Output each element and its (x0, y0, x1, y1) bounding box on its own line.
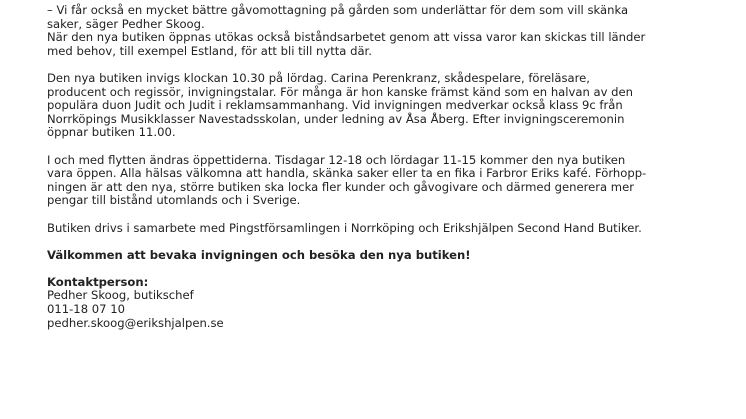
paragraph-aid-work: När den nya butiken öppnas utökas också biståndsarbetet genom att vissa varor kan skickas till länder med behov, till exempel Estland, för att bli till nytta där. (47, 30, 646, 58)
contact-block (47, 276, 647, 330)
contact-phone: 011-18 07 10 (47, 302, 125, 317)
contact-name: Pedher Skoog, butikschef (47, 288, 194, 303)
paragraph-opening-hours: I och med flytten ändras öppettiderna. Tisdagar 12-18 och lördagar 11-15 kommer den nya butiken vara öppen. Alla hälsas välkomna att handla, skänka saker eller ta en fika i Farbror Eriks kafé. Förhopp-ningen är att den nya, större butiken ska locka fler kunder och gåvogivare och därmed generera mer pengar till bistånd utomlands och i Sverige. (47, 152, 647, 208)
press-release-body (47, 4, 647, 330)
paragraph-inauguration: Den nya butiken invigs klockan 10.30 på lördag. Carina Perenkranz, skådespelare, föreläsare, producent och regissör, invigningstalar. För många är hon kanske främst känd som en halvan av den populära duon Judit och Judit i reklamsammanhang. Vid invigningen medverkar också klass 9c från Norrköpings Musikklasser Navestadsskolan, under ledning av Åsa Åberg. Efter invigningsceremonin öppnar butiken 11.00. (47, 70, 633, 140)
paragraph-partnership: Butiken drivs i samarbete med Pingstförsamlingen i Norrköping och Erikshjälpen Second Hand Butiker. (47, 220, 642, 235)
paragraph-welcome: Välkommen att bevaka invigningen och besöka den nya butiken! (47, 247, 471, 262)
contact-email: pedher.skoog@erikshjalpen.se (47, 315, 224, 330)
contact-heading: Kontaktperson: (47, 274, 149, 289)
paragraph-quote: – Vi får också en mycket bättre gåvomottagning på gården som underlättar för dem som vill skänka saker, säger Pedher Skoog. (47, 3, 629, 31)
